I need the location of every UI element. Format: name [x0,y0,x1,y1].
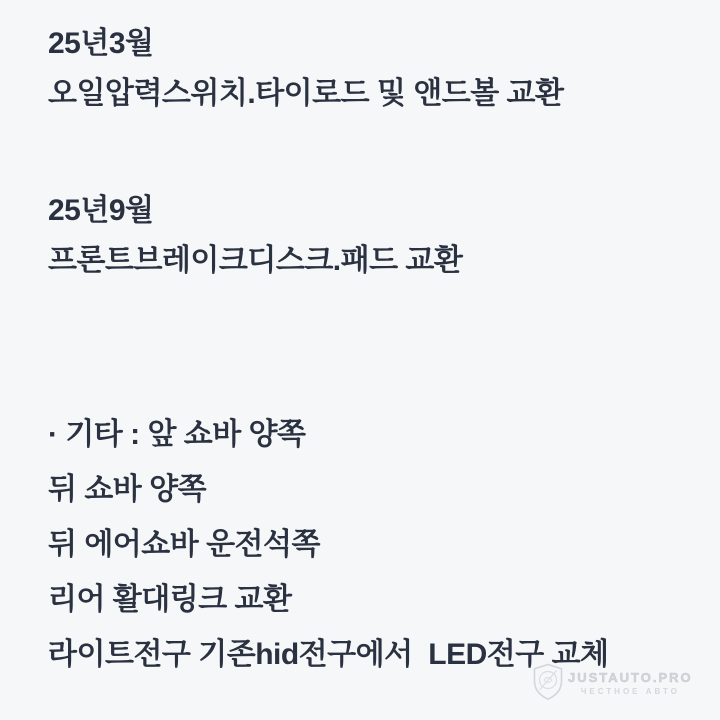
service-item-etc-4: 라이트전구 기존hid전구에서 LED전구 교체 [48,638,609,671]
service-item-1: 오일압력스위치.타이로드 및 앤드볼 교환 [48,77,564,110]
service-date-2: 25년9월 [48,194,154,227]
watermark-text-block [568,670,693,696]
watermark [532,663,693,701]
service-item-etc-2: 뒤 에어쇼바 운전석쪽 [48,528,320,561]
service-item-2: 프론트브레이크디스크.패드 교환 [48,244,463,277]
watermark-brand: JUSTAUTO.PRO [568,670,693,685]
shield-logo-icon [532,663,564,701]
service-item-etc-header: · 기타 : 앞 쇼바 양쪽 [48,418,306,451]
service-item-etc-3: 리어 활대링크 교환 [48,583,292,616]
watermark-tagline: ЧЕСТНОЕ АВТО [580,687,680,696]
service-date-1: 25년3월 [48,27,154,60]
service-item-etc-1: 뒤 쇼바 양쪽 [48,473,207,506]
